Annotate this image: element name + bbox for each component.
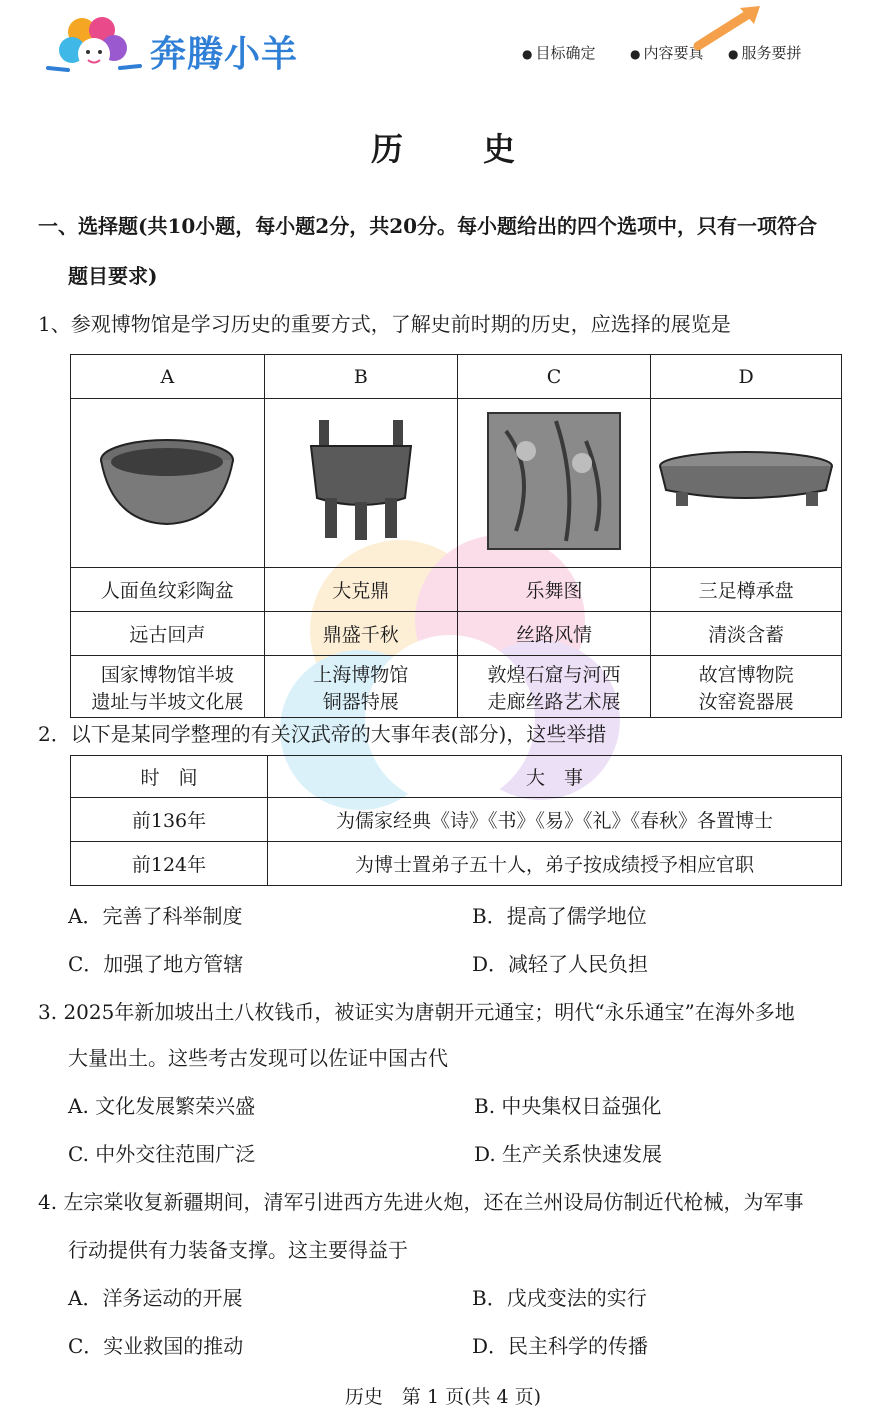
table-row [71,842,842,886]
q4-option-b: B．戊戌变法的实行 [472,1286,647,1310]
col-header-c: C [457,355,650,399]
bronze-ding-icon [301,416,421,546]
tag-service: ● 服务要拼 [728,42,802,63]
q4-option-d: D．民主科学的传播 [472,1334,649,1358]
q3-option-d: D. 生产关系快速发展 [474,1142,663,1166]
artifact-name-a: 人面鱼纹彩陶盆 [71,568,265,612]
col-header-a: A [71,355,265,399]
exhibition-b: 上海博物馆 铜器特展 [264,656,457,718]
question-1-table [70,354,842,718]
artifact-image-d [651,399,842,568]
q2-option-c: C．加强了地方管辖 [68,952,244,976]
artifact-name-c: 乐舞图 [457,568,650,612]
q4-option-c: C．实业救国的推动 [68,1334,244,1358]
row-2-event: 为博士置弟子五十人，弟子按成绩授予相应官职 [268,842,842,886]
theme-c: 丝路风情 [457,612,650,656]
tag-content: ● 内容要真 [630,42,704,63]
q3-option-a: A. 文化发展繁荣兴盛 [68,1094,256,1118]
page-title: 历 史 [370,130,539,168]
artifact-name-b: 大克鼎 [264,568,457,612]
question-2-table [70,755,842,886]
artifact-image-a [71,399,265,568]
q2-option-b: B．提高了儒学地位 [472,904,647,928]
question-4-stem-cont: 行动提供有力装备支撑。这主要得益于 [68,1238,408,1262]
header-event: 大 事 [268,756,842,798]
artifact-image-c [457,399,650,568]
col-header-b: B [264,355,457,399]
row-2-time: 前124年 [71,842,268,886]
table-row [71,798,842,842]
theme-b: 鼎盛千秋 [264,612,457,656]
row-1-event: 为儒家经典《诗》《书》《易》《礼》《春秋》各置博士 [268,798,842,842]
header-time: 时 间 [71,756,268,798]
question-4-stem: 4. 左宗棠收复新疆期间，清军引进西方先进火炮，还在兰州设局仿制近代枪械，为军事 [38,1190,804,1214]
arrow-decoration-icon [690,2,770,56]
theme-d: 清淡含蓄 [651,612,842,656]
brand-name: 奔腾小羊 [150,34,299,75]
q3-option-c: C. 中外交往范围广泛 [68,1142,256,1166]
q2-option-d: D．减轻了人民负担 [472,952,649,976]
page-footer: 历史 第 1 页(共 4 页) [344,1386,542,1408]
mural-dance-icon [486,411,622,551]
question-3-stem: 3. 2025年新加坡出土八枚钱币，被证实为唐朝开元通宝；明代“永乐通宝”在海外多地 [38,1000,795,1024]
question-3-stem-cont: 大量出土。这些考古发现可以佐证中国古代 [68,1046,448,1070]
q2-option-a: A．完善了科举制度 [68,904,243,928]
tripod-plate-icon [656,446,836,516]
pottery-basin-icon [92,426,242,536]
exhibition-a: 国家博物馆半坡 遗址与半坡文化展 [71,656,265,718]
q4-option-a: A．洋务运动的开展 [68,1286,243,1310]
brand-logo-icon [44,8,144,88]
row-1-time: 前136年 [71,798,268,842]
exhibition-c: 敦煌石窟与河西 走廊丝路艺术展 [457,656,650,718]
artifact-image-b [264,399,457,568]
q3-option-b: B. 中央集权日益强化 [474,1094,662,1118]
tag-goal: ● 目标确定 [522,42,596,63]
section-heading: 一、选择题(共10小题，每小题2分，共20分。每小题给出的四个选项中，只有一项符合 [38,214,818,238]
exhibition-d: 故宫博物院 汝窑瓷器展 [651,656,842,718]
question-1-stem: 1、参观博物馆是学习历史的重要方式，了解史前时期的历史，应选择的展览是 [38,312,731,336]
col-header-d: D [651,355,842,399]
question-2-stem: 2．以下是某同学整理的有关汉武帝的大事年表(部分)，这些举措 [38,722,607,746]
theme-a: 远古回声 [71,612,265,656]
section-heading-cont: 题目要求) [68,264,158,288]
artifact-name-d: 三足樽承盘 [651,568,842,612]
